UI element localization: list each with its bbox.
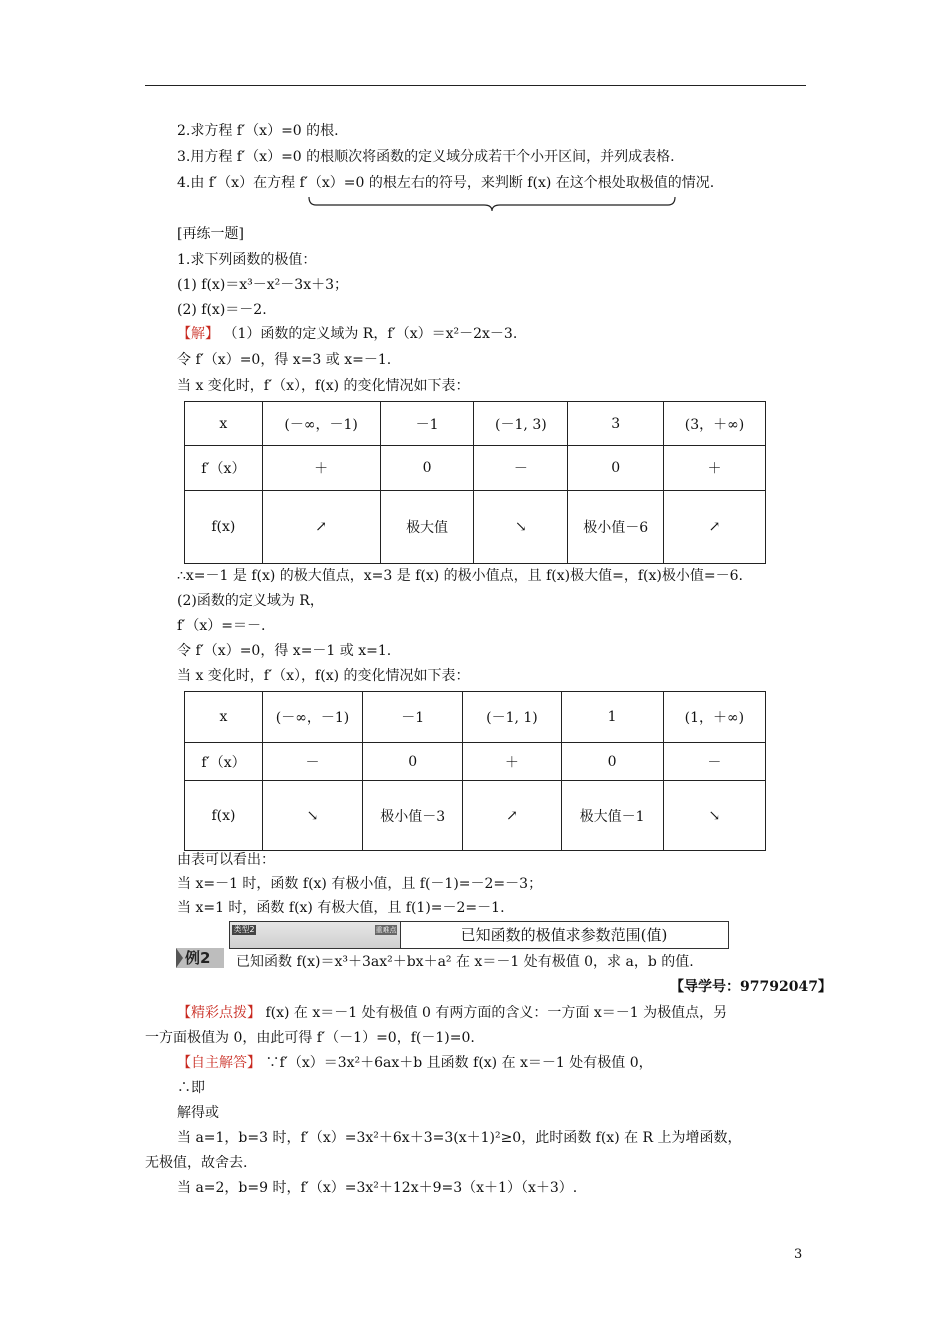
solution-l11: 当 x=1 时，函数 f(x) 有极大值，且 f(1)=－2=－1. [177,900,505,916]
table2-cell: 1 [561,692,663,743]
table2-cell: ↗ [463,781,561,851]
table2-cell: x [185,692,263,743]
table2-derivative-row [185,743,766,781]
answer-label: 【自主解答】 [177,1055,261,1071]
table1-cell: (3，＋∞) [664,402,766,446]
table1-cell: ↗ [262,491,380,564]
type-title: 已知函数的极值求参数范围(值) [460,926,668,944]
type-mark: 重难点 [375,926,397,934]
step-3: 3.用方程 f′（x）=0 的根顺次将函数的定义域分成若干个小开区间，并列成表格. [177,149,675,165]
table1-cell: － [474,446,568,491]
table1-cell: ↗ [664,491,766,564]
solution-line-1 [177,324,517,344]
type-badge: 类型2 [233,925,255,934]
type-heading-bar [229,921,729,949]
solution-l2: 令 f′（x）=0，得 x=3 或 x=－1. [177,352,392,368]
table2-cell: (1，＋∞) [663,692,765,743]
answer-l2: ∴即 [177,1080,205,1096]
solution-l9: 由表可以看出： [177,852,275,868]
table2-cell: (－∞，－1) [262,692,362,743]
table1-cell: 3 [568,402,664,446]
hint-label: 【精彩点拨】 [177,1005,261,1021]
table2-cell: 极小值－3 [363,781,463,851]
answer-l6: 当 a=2，b=9 时，f′（x）=3x²＋12x＋9=3（x＋1）（x＋3）. [177,1180,578,1196]
table2-cell: － [262,743,362,781]
table2-cell: 0 [561,743,663,781]
table1-header-row [185,402,766,446]
example-text: 已知函数 f(x)＝x³＋3ax²＋bx＋a² 在 x＝－1 处有极值 0，求 a，b 的值. [236,954,694,970]
table1-function-row [185,491,766,564]
header-rule [145,85,806,86]
underbrace [308,197,676,211]
table1-cell: －1 [380,402,474,446]
solution-l6: f′（x）=＝－. [177,618,266,634]
table1-cell: (－1, 3) [474,402,568,446]
answer-l5: 无极值，故舍去. [145,1155,248,1171]
solution-l8: 当 x 变化时，f′（x），f(x) 的变化情况如下表： [177,668,470,684]
page-number: 3 [794,1247,803,1262]
answer-line-1 [177,1053,653,1073]
solution-l3: 当 x 变化时，f′（x），f(x) 的变化情况如下表： [177,378,470,394]
table2-cell: 极大值－1 [561,781,663,851]
variation-table-1 [184,401,766,564]
table2-cell: －1 [363,692,463,743]
solution-l4: ∴x=－1 是 f(x) 的极大值点，x=3 是 f(x) 的极小值点，且 f(x)极大值=，f(x)极小值=－6. [177,568,743,584]
guide-number: 【导学号：97792047】 [670,979,832,995]
table2-cell: ↘ [262,781,362,851]
table2-cell: － [663,743,765,781]
practice-header: [再练一题] [177,226,244,242]
table2-cell: f′（x） [185,743,263,781]
table1-cell: f(x) [185,491,263,564]
step-2: 2.求方程 f′（x）=0 的根. [177,123,339,139]
step-4: 4.由 f′（x）在方程 f′（x）=0 的根左右的符号，来判断 f(x) 在这个根处取极值的情况. [177,175,715,191]
table1-cell: 0 [380,446,474,491]
hint-text-2: 一方面极值为 0，由此可得 f′（－1）=0，f(－1)=0. [145,1030,475,1046]
table1-cell: 极大值 [380,491,474,564]
table2-cell: f(x) [185,781,263,851]
answer-l1: ∵f′（x）＝3x²＋6ax＋b 且函数 f(x) 在 x＝－1 处有极值 0， [265,1055,653,1071]
hint-text-1: f(x) 在 x＝－1 处有极值 0 有两方面的含义：一方面 x＝－1 为极值点，另 [265,1005,728,1021]
practice-question: 1.求下列函数的极值： [177,252,317,268]
answer-l3: 解得或 [177,1105,219,1121]
solution-l7: 令 f′（x）=0，得 x=－1 或 x=1. [177,643,392,659]
example-badge [176,948,224,968]
table1-cell: 极小值－6 [568,491,664,564]
hint-line-1 [177,1003,727,1023]
variation-table-2 [184,691,766,851]
solution-label: 【解】 [177,326,219,342]
practice-item-1: (1) f(x)＝x³－x²－3x＋3； [177,277,349,293]
table1-cell: 0 [568,446,664,491]
table1-cell: ＋ [262,446,380,491]
example-arrow-icon [176,948,183,968]
answer-l4: 当 a=1，b=3 时，f′（x）=3x²＋6x＋3=3(x＋1)²≥0，此时函数 f(x) 在 R 上为增函数， [177,1130,742,1146]
table1-cell: f′（x） [185,446,263,491]
table2-cell: ＋ [463,743,561,781]
table2-cell: 0 [363,743,463,781]
table2-cell: (－1, 1) [463,692,561,743]
table1-derivative-row [185,446,766,491]
type-tag [230,922,401,948]
table1-cell: ↘ [474,491,568,564]
table2-cell: ↘ [663,781,765,851]
example-badge-label: 例2 [185,949,211,967]
table1-cell: x [185,402,263,446]
table1-cell: ＋ [664,446,766,491]
practice-item-2: (2) f(x)＝－2. [177,302,267,318]
solution-l1: （1）函数的定义域为 R，f′（x）＝x²－2x－3. [223,326,518,342]
table1-cell: (－∞，－1) [262,402,380,446]
table2-function-row [185,781,766,851]
table2-header-row [185,692,766,743]
solution-l10: 当 x=－1 时，函数 f(x) 有极小值，且 f(－1)=－2=－3； [177,876,543,892]
solution-l5: (2)函数的定义域为 R， [177,593,324,609]
